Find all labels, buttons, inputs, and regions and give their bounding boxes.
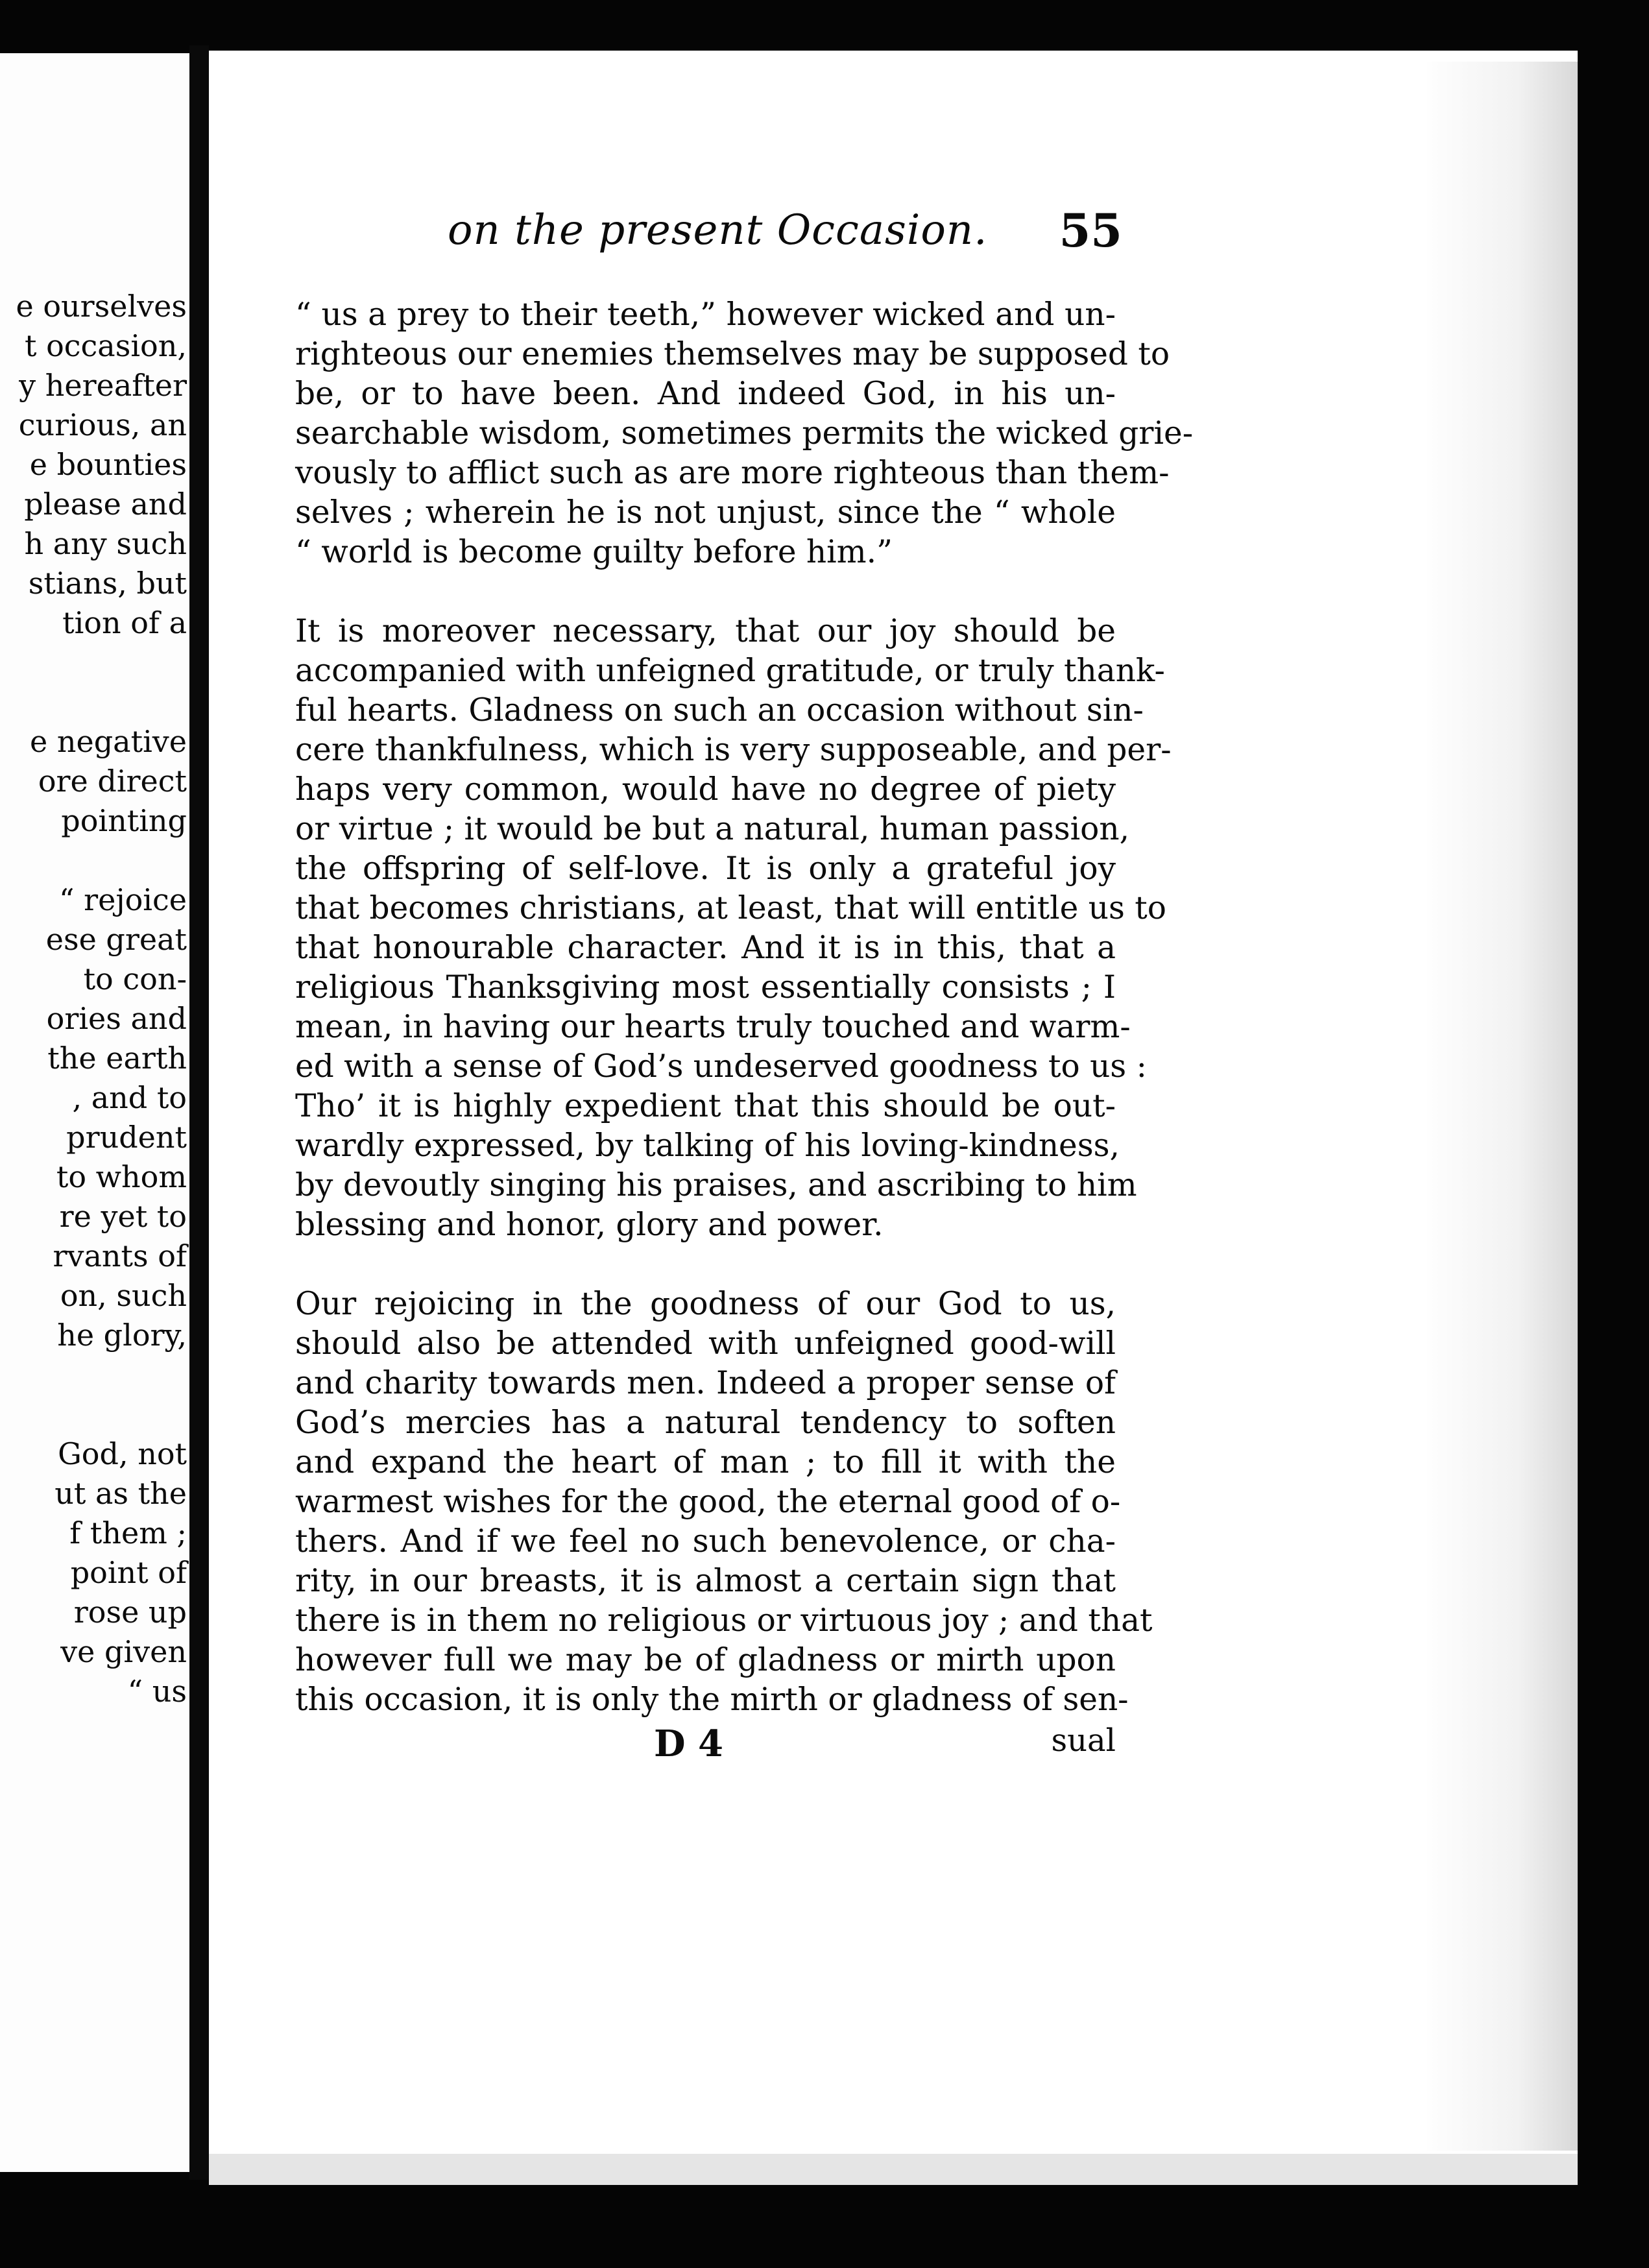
text-line: religious Thanksgiving most essentially consists ; I: [295, 969, 1116, 1006]
text-line: searchable wisdom, sometimes permits the wicked grie-: [295, 415, 1194, 452]
left-page-line: [0, 1355, 189, 1395]
text-line: this occasion, it is only the mirth or gladness of sen-: [295, 1682, 1129, 1718]
left-page-line: curious, an: [18, 407, 187, 442]
text-line: Tho’ it is highly expedient that this should be out-: [295, 1088, 1116, 1124]
text-line: should also be attended with unfeigned good-will: [295, 1325, 1116, 1362]
left-page-line: [0, 841, 189, 880]
text-line: wardly expressed, by talking of his loving-kindness,: [295, 1128, 1120, 1164]
left-page-line: ut as the: [54, 1476, 187, 1511]
left-page-line: please and: [24, 487, 187, 522]
catchword: sual: [1051, 1722, 1116, 1759]
left-page-line: point of: [70, 1555, 187, 1590]
text-line: warmest wishes for the good, the eternal good of o-: [295, 1484, 1121, 1520]
page-header: [448, 206, 1122, 258]
left-page-line: h any such: [24, 526, 187, 561]
text-line: be, or to have been. And indeed God, in his un-: [295, 376, 1116, 412]
left-page-line: [0, 1395, 189, 1434]
left-page-line: stians, but: [28, 566, 187, 601]
text-line: ful hearts. Gladness on such an occasion without sin-: [295, 692, 1144, 729]
left-page-line: , and to: [72, 1080, 187, 1115]
text-line: selves ; wherein he is not unjust, since the “ whole: [295, 494, 1116, 531]
text-line: that becomes christians, at least, that will entitle us to: [295, 890, 1166, 926]
paragraph-gap: [295, 572, 1116, 612]
signature-mark: D 4: [654, 1722, 724, 1765]
left-page-line: “ us: [127, 1674, 187, 1709]
text-line: Our rejoicing in the goodness of our God to us,: [295, 1286, 1116, 1322]
left-page-line: God, not: [58, 1436, 187, 1471]
left-page-line: ese great: [45, 922, 187, 957]
text-line: and charity towards men. Indeed a proper sense of: [295, 1365, 1116, 1401]
text-line: It is moreover necessary, that our joy should be: [295, 613, 1116, 649]
text-line: cere thankfulness, which is very supposeable, and per-: [295, 732, 1172, 768]
text-line: mean, in having our hearts truly touched and warm-: [295, 1009, 1131, 1045]
left-page-line: “ rejoice: [58, 882, 187, 917]
text-line: however full we may be of gladness or mirth upon: [295, 1642, 1116, 1678]
page-bottom-edge: [209, 2154, 1578, 2185]
text-line: the offspring of self-love. It is only a grateful joy: [295, 850, 1116, 887]
left-page-line: rose up: [73, 1595, 187, 1630]
text-line: righteous our enemies themselves may be supposed to: [295, 336, 1170, 372]
text-line: or virtue ; it would be but a natural, human passion,: [295, 811, 1129, 847]
left-page-line: re yet to: [59, 1199, 187, 1234]
left-page-line: [0, 682, 189, 722]
left-page-line: to whom: [56, 1159, 187, 1194]
left-page-line: rvants of: [53, 1238, 187, 1273]
left-page-line: y hereafter: [19, 368, 187, 403]
page-edge: [1427, 62, 1578, 2151]
left-page-line: ore direct: [38, 764, 187, 799]
book-gutter: [189, 45, 209, 2180]
left-page-line: ories and: [46, 1001, 187, 1036]
left-page-line: e bounties: [29, 447, 187, 482]
left-page-text: [0, 287, 189, 1711]
text-line: and expand the heart of man ; to fill it with the: [295, 1444, 1116, 1480]
left-page-line: e negative: [30, 724, 187, 759]
left-page-line: the earth: [47, 1041, 187, 1076]
text-line: haps very common, would have no degree of piety: [295, 771, 1116, 808]
left-page-line: e ourselves: [16, 289, 187, 324]
text-line: there is in them no religious or virtuous joy ; and that: [295, 1602, 1153, 1639]
left-page-line: prudent: [66, 1120, 187, 1155]
left-page-line: t occasion,: [24, 328, 187, 363]
left-page-line: to con-: [83, 961, 187, 996]
text-line: God’s mercies has a natural tendency to soften: [295, 1405, 1116, 1441]
paragraph-gap: [295, 1245, 1116, 1285]
left-page-line: tion of a: [62, 605, 187, 640]
left-page-fragment: [0, 53, 189, 2172]
text-line: accompanied with unfeigned gratitude, or truly thank-: [295, 653, 1165, 689]
text-line: that honourable character. And it is in this, that a: [295, 930, 1116, 966]
left-page-line: pointing: [61, 803, 187, 838]
text-line: “ us a prey to their teeth,” however wicked and un-: [295, 296, 1116, 333]
left-page-line: [0, 643, 189, 682]
page-footer: [295, 1722, 1116, 1768]
left-page-line: on, such: [60, 1278, 187, 1313]
left-page-line: f them ;: [69, 1515, 187, 1550]
text-line: rity, in our breasts, it is almost a certain sign that: [295, 1563, 1116, 1599]
page-number: 55: [1059, 204, 1122, 258]
paragraph: [295, 612, 1172, 1245]
body-text: [295, 295, 1194, 1720]
left-page-line: ve given: [60, 1634, 187, 1669]
text-line: blessing and honor, glory and power.: [295, 1207, 884, 1243]
text-line: “ world is become guilty before him.”: [295, 534, 893, 570]
left-page-line: he glory,: [57, 1318, 187, 1353]
text-line: thers. And if we feel no such benevolence, or cha-: [295, 1523, 1116, 1560]
running-head: on the present Occasion.: [448, 206, 988, 254]
text-line: by devoutly singing his praises, and ascribing to him: [295, 1167, 1137, 1203]
text-line: ed with a sense of God’s undeserved goodness to us :: [295, 1048, 1147, 1085]
paragraph: [295, 295, 1194, 572]
text-line: vously to afflict such as are more righteous than them-: [295, 455, 1170, 491]
paragraph: [295, 1285, 1153, 1720]
